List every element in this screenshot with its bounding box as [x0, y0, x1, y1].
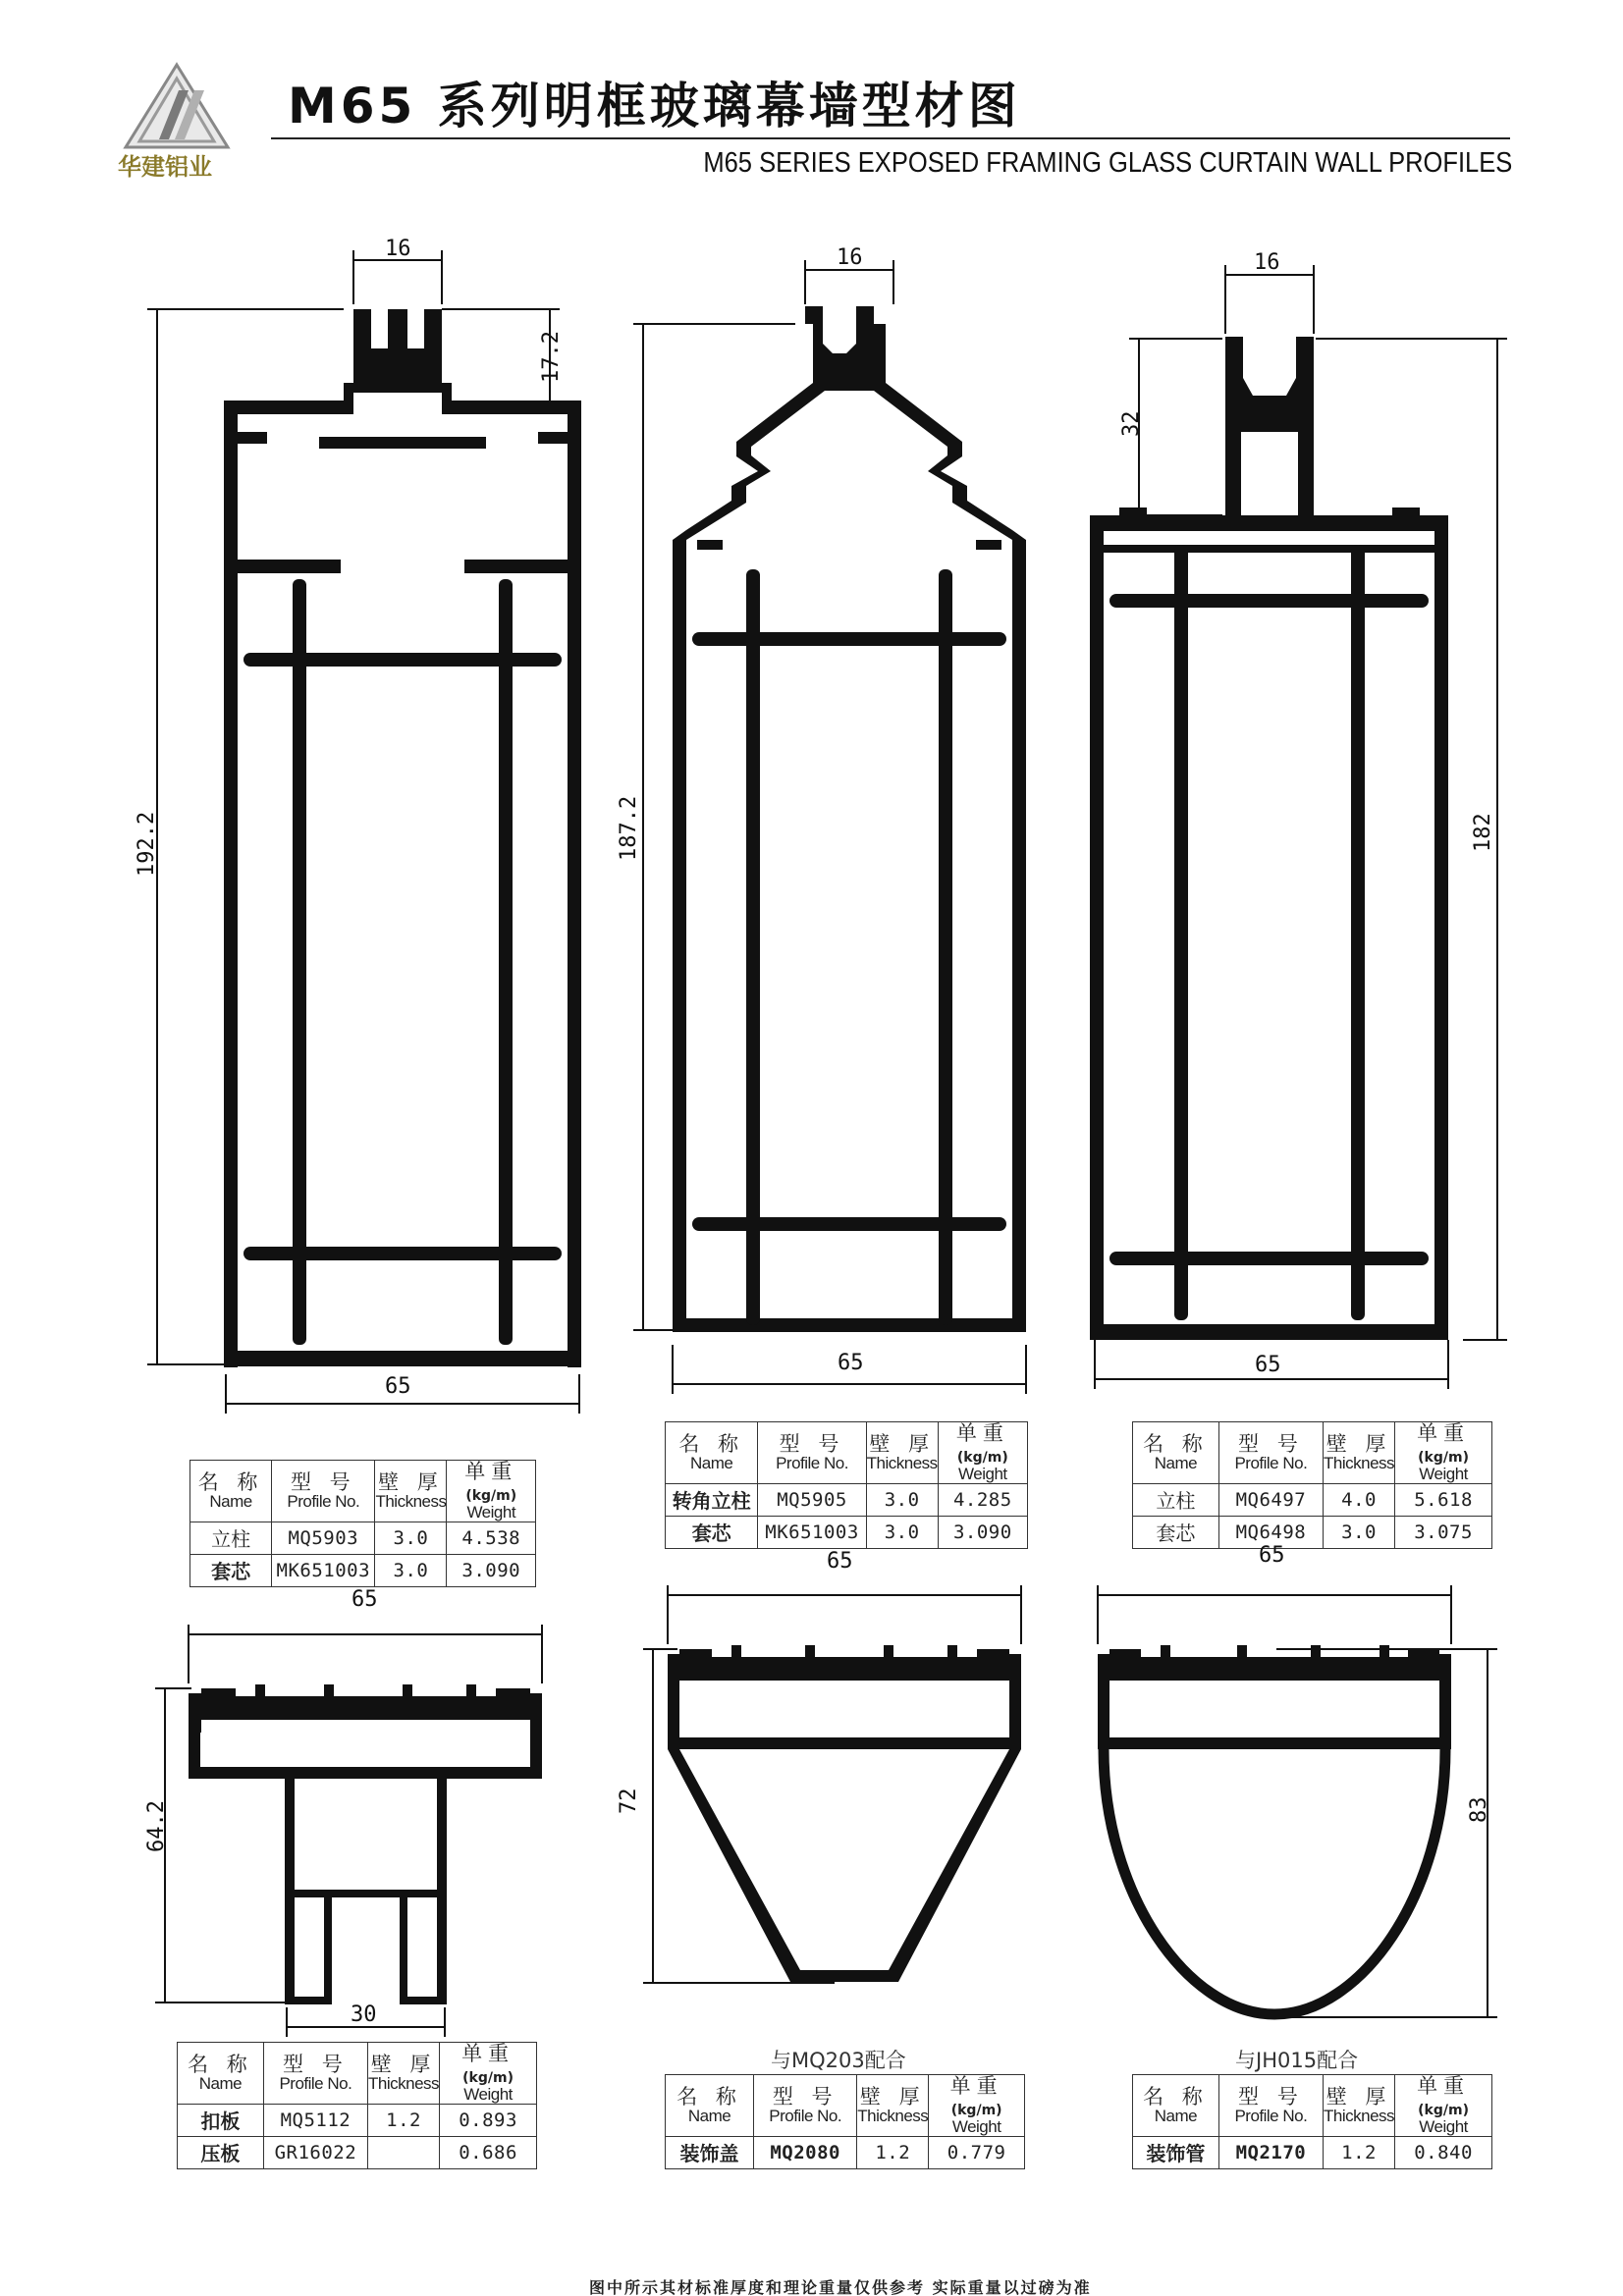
- dim-p4-width: 65: [352, 1587, 378, 1612]
- th-profile-cn: 型 号: [1238, 1432, 1304, 1457]
- cell-thickness: [367, 2136, 439, 2168]
- cell-weight: 4.285: [938, 1483, 1027, 1516]
- cell-thickness: 3.0: [1323, 1516, 1394, 1548]
- cell-thickness: 1.2: [1323, 2136, 1394, 2168]
- company-logo: [118, 61, 236, 151]
- th-thick-cn: 壁 厚: [1325, 1432, 1392, 1457]
- table-row: [1133, 2136, 1492, 2168]
- page-subtitle: M65 SERIES EXPOSED FRAMING GLASS CURTAIN WALL PROFILES: [703, 147, 1512, 179]
- th-name-cn: 名 称: [676, 2085, 742, 2109]
- th-profile-cn: 型 号: [290, 1470, 356, 1495]
- page-title: M65 系列明框玻璃幕墙型材图: [288, 78, 1021, 134]
- note-p6: 与JH015配合: [1235, 2049, 1359, 2072]
- cell-name: 套芯: [666, 1516, 758, 1548]
- dim-p1-width: 65: [385, 1374, 411, 1399]
- th-weight-en: Weight: [466, 1503, 516, 1522]
- th-thick-en: Thickness: [368, 2074, 440, 2094]
- th-weight-unit: (kg/m): [462, 2070, 514, 2087]
- cell-thickness: 1.2: [367, 2104, 439, 2136]
- cell-profile: MQ2080: [754, 2136, 857, 2168]
- profile-drawing-3: [1080, 250, 1512, 1399]
- dim-p3-width: 65: [1255, 1353, 1281, 1377]
- spec-table-5: [665, 2074, 1025, 2169]
- th-profile-cn: 型 号: [772, 2085, 839, 2109]
- cell-weight: 3.090: [447, 1554, 536, 1586]
- th-profile-en: Profile No.: [776, 1454, 848, 1473]
- th-weight-en: Weight: [951, 2117, 1001, 2137]
- th-weight-en: Weight: [958, 1465, 1007, 1484]
- th-weight-unit: (kg/m): [956, 1450, 1008, 1467]
- table-row: [190, 1554, 536, 1586]
- cell-profile: MQ5112: [263, 2104, 367, 2136]
- cell-name: 立柱: [190, 1522, 272, 1554]
- dim-p4-height: 64.2: [144, 1800, 169, 1852]
- th-weight-en: Weight: [1419, 2117, 1468, 2137]
- cell-profile: MQ6498: [1218, 1516, 1323, 1548]
- th-weight-unit: (kg/m): [950, 2103, 1002, 2119]
- th-thick-en: Thickness: [866, 1454, 938, 1473]
- dim-p3-height: 182: [1471, 813, 1495, 852]
- dim-p5-height: 72: [617, 1788, 641, 1814]
- logo-mark-icon: [118, 61, 236, 151]
- th-weight-cn: 单重: [949, 2074, 1003, 2098]
- th-name-en: Name: [1154, 2107, 1198, 2126]
- table-row: [666, 2136, 1025, 2168]
- cell-profile: MQ6497: [1218, 1483, 1323, 1516]
- spec-table-3: [1132, 1421, 1492, 1549]
- dim-p3-stem: 32: [1119, 410, 1144, 437]
- th-weight-cn: 单重: [955, 1421, 1009, 1445]
- th-name-en: Name: [209, 1492, 252, 1512]
- cell-name: 转角立柱: [666, 1483, 758, 1516]
- cell-profile: MK651003: [758, 1516, 866, 1548]
- table-row: [1133, 1483, 1492, 1516]
- dim-p2-height: 187.2: [617, 795, 641, 861]
- cell-name: 装饰盖: [666, 2136, 754, 2168]
- cell-thickness: 4.0: [1323, 1483, 1394, 1516]
- th-weight-cn: 单重: [461, 2042, 515, 2065]
- th-thick-cn: 壁 厚: [869, 1432, 935, 1457]
- th-weight-unit: (kg/m): [1418, 1450, 1469, 1467]
- cell-name: 套芯: [190, 1554, 272, 1586]
- dim-p1-notch: 17.2: [539, 331, 564, 383]
- th-name-en: Name: [687, 2107, 731, 2126]
- th-name-cn: 名 称: [188, 2053, 253, 2077]
- th-profile-en: Profile No.: [279, 2074, 352, 2094]
- cell-weight: 3.075: [1395, 1516, 1492, 1548]
- cell-thickness: 1.2: [857, 2136, 929, 2168]
- header-divider: [271, 137, 1510, 139]
- profile-drawing-4: [147, 1610, 569, 2042]
- th-profile-en: Profile No.: [1234, 1454, 1308, 1473]
- th-profile-en: Profile No.: [1234, 2107, 1308, 2126]
- spec-table-4: [177, 2042, 537, 2169]
- th-thick-cn: 壁 厚: [1325, 2085, 1392, 2109]
- th-name-en: Name: [1154, 1454, 1198, 1473]
- dim-p6-height: 83: [1467, 1796, 1491, 1823]
- th-profile-en: Profile No.: [287, 1492, 360, 1512]
- table-row: [190, 1522, 536, 1554]
- th-thick-cn: 壁 厚: [859, 2085, 926, 2109]
- th-weight-en: Weight: [463, 2085, 513, 2105]
- cell-profile: MQ5903: [272, 1522, 375, 1554]
- dim-p2-top: 16: [837, 245, 863, 270]
- cell-name: 立柱: [1133, 1483, 1219, 1516]
- profile-drawing-1: [147, 236, 609, 1443]
- th-thick-en: Thickness: [1324, 1454, 1395, 1473]
- th-name-cn: 名 称: [678, 1432, 745, 1457]
- spec-table-1: [189, 1460, 536, 1587]
- th-name-en: Name: [690, 1454, 733, 1473]
- cell-name: 套芯: [1133, 1516, 1219, 1548]
- th-weight-cn: 单重: [1417, 1421, 1471, 1445]
- th-thick-en: Thickness: [375, 1492, 447, 1512]
- th-thick-en: Thickness: [857, 2107, 929, 2126]
- cell-weight: 4.538: [447, 1522, 536, 1554]
- table-row: [1133, 1516, 1492, 1548]
- cell-profile: MK651003: [272, 1554, 375, 1586]
- profile-drawing-5: [638, 1571, 1060, 2002]
- cell-profile: GR16022: [263, 2136, 367, 2168]
- cell-weight: 0.893: [440, 2104, 537, 2136]
- cell-weight: 3.090: [938, 1516, 1027, 1548]
- th-weight-unit: (kg/m): [1418, 2103, 1469, 2119]
- dim-p3-top: 16: [1254, 250, 1280, 275]
- logo-text: 华建铝业: [118, 153, 212, 181]
- cell-thickness: 3.0: [375, 1554, 447, 1586]
- cell-profile: MQ5905: [758, 1483, 866, 1516]
- th-name-cn: 名 称: [1143, 1432, 1209, 1457]
- cell-profile: MQ2170: [1218, 2136, 1323, 2168]
- profile-drawing-6: [1080, 1571, 1512, 2022]
- dim-p4-leg: 30: [351, 2002, 377, 2027]
- th-profile-en: Profile No.: [769, 2107, 842, 2126]
- cell-name: 扣板: [178, 2104, 264, 2136]
- profile-drawing-2: [628, 245, 1051, 1404]
- th-weight-cn: 单重: [464, 1460, 518, 1483]
- th-thick-cn: 壁 厚: [370, 2053, 437, 2077]
- th-weight-unit: (kg/m): [465, 1488, 517, 1505]
- table-row: [178, 2136, 537, 2168]
- th-thick-cn: 壁 厚: [378, 1470, 444, 1495]
- cell-weight: 0.779: [929, 2136, 1025, 2168]
- th-name-en: Name: [198, 2074, 243, 2094]
- th-name-cn: 名 称: [1143, 2085, 1209, 2109]
- table-row: [666, 1483, 1028, 1516]
- table-row: [178, 2104, 537, 2136]
- th-profile-cn: 型 号: [283, 2053, 349, 2077]
- th-profile-cn: 型 号: [779, 1432, 845, 1457]
- th-name-cn: 名 称: [197, 1470, 264, 1495]
- cell-thickness: 3.0: [866, 1516, 938, 1548]
- th-thick-en: Thickness: [1324, 2107, 1395, 2126]
- dim-p6-width: 65: [1259, 1543, 1285, 1568]
- cell-thickness: 3.0: [866, 1483, 938, 1516]
- cell-name: 装饰管: [1133, 2136, 1219, 2168]
- cell-weight: 0.840: [1395, 2136, 1492, 2168]
- dim-p1-height: 192.2: [135, 811, 159, 877]
- th-weight-cn: 单重: [1417, 2074, 1471, 2098]
- th-weight-en: Weight: [1419, 1465, 1468, 1484]
- cell-weight: 5.618: [1395, 1483, 1492, 1516]
- table-row: [666, 1516, 1028, 1548]
- footer-note: 图中所示其材标准厚度和理论重量仅供参考 实际重量以过磅为准: [589, 2278, 1092, 2296]
- cell-weight: 0.686: [440, 2136, 537, 2168]
- cell-thickness: 3.0: [375, 1522, 447, 1554]
- dim-p2-width: 65: [838, 1351, 864, 1375]
- dim-p5-width: 65: [827, 1549, 853, 1574]
- th-profile-cn: 型 号: [1238, 2085, 1304, 2109]
- spec-table-6: [1132, 2074, 1492, 2169]
- spec-table-2: [665, 1421, 1028, 1549]
- cell-name: 压板: [178, 2136, 264, 2168]
- dim-p1-top: 16: [385, 237, 411, 261]
- note-p5: 与MQ203配合: [771, 2049, 906, 2072]
